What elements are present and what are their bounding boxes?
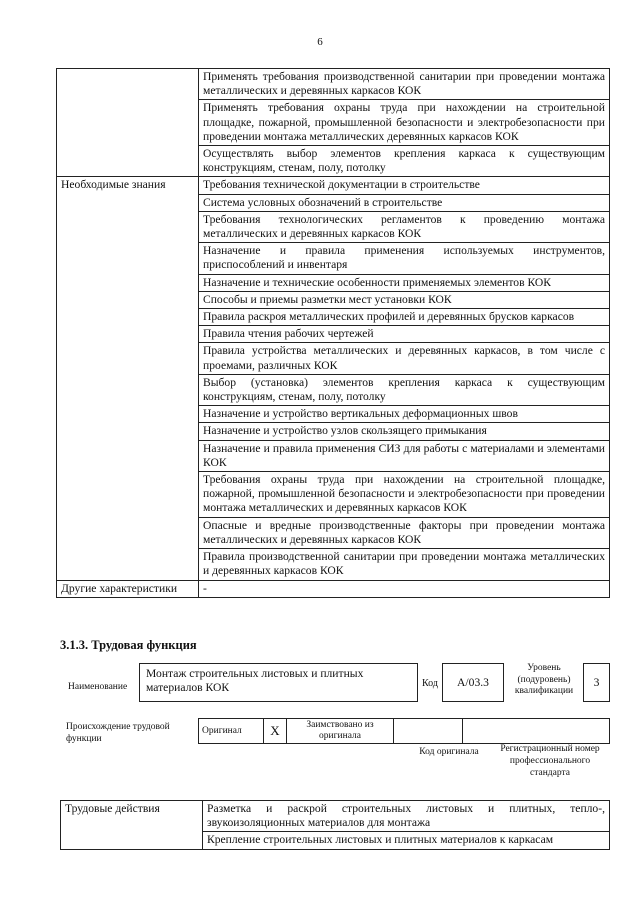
original-code-caption: Код оригинала xyxy=(419,747,479,757)
knowledge-cell: Способы и приемы разметки мест установки КОК xyxy=(199,291,610,308)
qualification-level-label: Уровень (подуровень) квалификации xyxy=(514,663,574,696)
knowledge-cell: Назначение и правила применения СИЗ для работы с материалами и элементами КОК xyxy=(199,440,610,471)
knowledge-cell: Требования охраны труда при нахождении на строительной площадке, пожарной, промышленной безопасности и электробезопасности при проведении монтажа металлических и деревянных каркасов КОК xyxy=(199,472,610,518)
labor-actions-label: Трудовые действия xyxy=(61,801,203,850)
skill-cell: Осуществлять выбор элементов крепления каркаса к существующим конструкциям, стенам, полу, потолку xyxy=(199,146,610,177)
knowledge-cell: Назначение и устройство узлов скользящего примыкания xyxy=(199,423,610,440)
knowledge-cell: Правила устройства металлических и деревянных каркасов, в том числе с проемами, различных КОК xyxy=(199,343,610,374)
original-label: Оригинал xyxy=(199,719,264,744)
knowledge-cell: Назначение и правила применения используемых инструментов, приспособлений и инвентаря xyxy=(199,243,610,274)
function-code-value: А/03.3 xyxy=(442,663,504,702)
table-row xyxy=(57,69,610,100)
table-row xyxy=(61,801,610,832)
knowledge-cell: Правила раскроя металлических профилей и деревянных брусков каркасов xyxy=(199,309,610,326)
original-code-cell xyxy=(394,719,463,744)
origin-label: Происхождение трудовой функции xyxy=(66,722,170,744)
knowledge-cell: Правила производственной санитарии при проведении монтажа металлических и деревянных каркасов КОК xyxy=(199,549,610,580)
skill-cell: Применять требования охраны труда при нахождении на строительной площадке, пожарной, промышленной безопасности и электробезопасности при проведении монтажа металлических деревянных каркасов КОК xyxy=(199,100,610,146)
code-label: Код xyxy=(422,678,438,689)
table-row xyxy=(199,719,610,744)
origin-table xyxy=(198,718,610,744)
knowledge-cell: Требования технической документации в строительстве xyxy=(199,177,610,194)
other-characteristics-value: - xyxy=(199,580,610,597)
other-characteristics-label: Другие характеристики xyxy=(57,580,199,597)
labor-actions-table xyxy=(60,800,610,850)
page-number: 6 xyxy=(317,36,323,48)
knowledge-cell: Система условных обозначений в строительстве xyxy=(199,194,610,211)
borrowed-label: Заимствовано из оригинала xyxy=(287,719,394,744)
reg-number-caption: Регистрационный номер профессионального стандарта xyxy=(500,744,600,778)
knowledge-cell: Требования технологических регламентов к проведению монтажа металлических и деревянных каркасов КОК xyxy=(199,211,610,242)
qualification-level-value: 3 xyxy=(583,663,610,702)
skill-cell: Применять требования производственной санитарии при проведении монтажа металлических и деревянных каркасов КОК xyxy=(199,69,610,100)
knowledge-cell: Выбор (установка) элементов крепления каркаса к существующим конструкциям, стенам, полу, потолку xyxy=(199,374,610,405)
original-mark: X xyxy=(264,719,287,744)
knowledge-label: Необходимые знания xyxy=(57,177,199,580)
knowledge-cell: Опасные и вредные производственные факторы при проведении монтажа металлических и деревянных каркасов КОК xyxy=(199,517,610,548)
action-cell: Крепление строительных листовых и плитных материалов к каркасам xyxy=(203,832,610,849)
empty-label-cell xyxy=(57,69,199,177)
table-row xyxy=(57,580,610,597)
reg-number-cell xyxy=(463,719,610,744)
name-label: Наименование xyxy=(68,682,128,692)
knowledge-cell: Назначение и устройство вертикальных деформационных швов xyxy=(199,406,610,423)
action-cell: Разметка и раскрой строительных листовых и плитных, тепло-, звукоизоляционных материалов для монтажа xyxy=(203,801,610,832)
function-name-value: Монтаж строительных листовых и плитных материалов КОК xyxy=(139,663,418,702)
section-title: 3.1.3. Трудовая функция xyxy=(60,638,197,652)
table-row xyxy=(57,177,610,194)
knowledge-cell: Правила чтения рабочих чертежей xyxy=(199,326,610,343)
knowledge-cell: Назначение и технические особенности применяемых элементов КОК xyxy=(199,274,610,291)
requirements-table xyxy=(56,68,610,598)
